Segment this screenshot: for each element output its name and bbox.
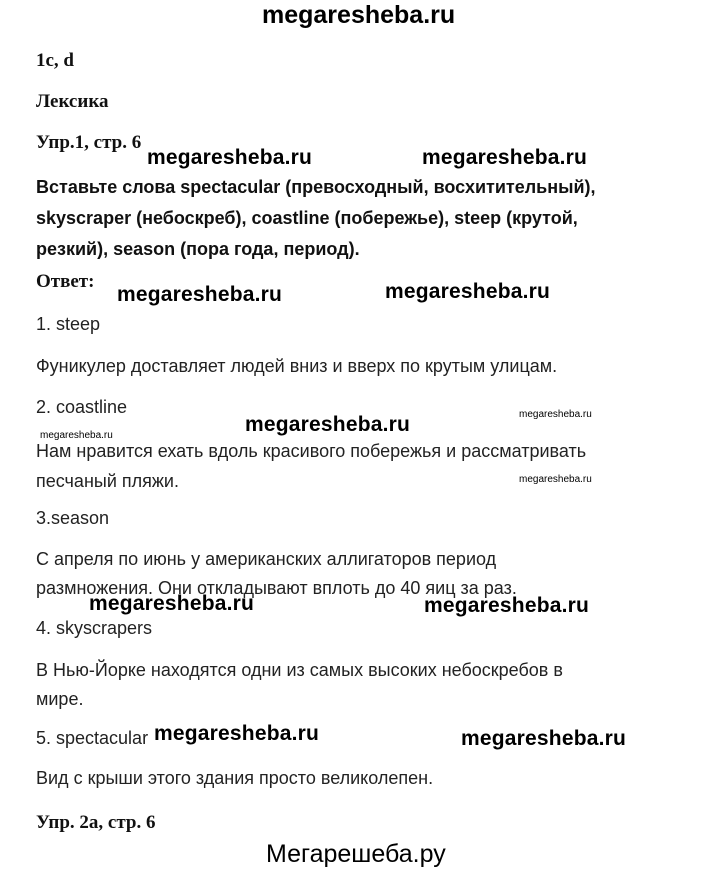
watermark: megaresheba.ru	[519, 474, 592, 485]
exercise-2-title: Упр. 2а, стр. 6	[36, 812, 156, 833]
topic-heading: Лексика	[36, 91, 109, 112]
watermark: megaresheba.ru	[519, 409, 592, 420]
answer-line: размножения. Они откладывают вплоть до 40 яиц за раз.	[36, 578, 517, 598]
answer-word: 2. coastline	[36, 397, 128, 417]
answer-word: 3.season	[36, 508, 110, 528]
answer-line: мире.	[36, 689, 84, 709]
watermark: megaresheba.ru	[461, 727, 627, 750]
watermark: megaresheba.ru	[385, 280, 551, 303]
site-header[interactable]: megaresheba.ru	[262, 1, 456, 29]
task-line: skyscraper (небоскреб), coastline (побережье), steep (крутой,	[36, 208, 578, 228]
watermark: megaresheba.ru	[154, 722, 320, 745]
watermark: megaresheba.ru	[40, 430, 113, 441]
watermark: megaresheba.ru	[117, 283, 283, 306]
answer-sentence	[36, 436, 626, 496]
task-line: Вставьте слова spectacular (превосходный, восхитительный),	[36, 177, 596, 197]
answer-sentence: Фуникулер доставляет людей вниз и вверх по крутым улицам.	[36, 356, 558, 376]
section-id: 1c, d	[36, 50, 74, 71]
task-line: резкий), season (пора года, период).	[36, 239, 360, 259]
answer-line: песчаный пляжи.	[36, 471, 179, 491]
answer-line: Нам нравится ехать вдоль красивого побережья и рассматривать	[36, 441, 587, 461]
answer-word: 1. steep	[36, 314, 101, 334]
watermark: megaresheba.ru	[422, 146, 588, 169]
exercise-1-title: Упр.1, стр. 6	[36, 132, 142, 153]
answer-sentence: Вид с крыши этого здания просто великолепен.	[36, 768, 434, 788]
answer-sentence	[36, 656, 626, 714]
watermark: megaresheba.ru	[89, 592, 255, 615]
answer-word: 4. skyscrapers	[36, 618, 153, 638]
site-footer[interactable]: Мегарешеба.ру	[266, 840, 446, 868]
exercise-1-task	[36, 172, 626, 265]
answer-word: 5. spectacular	[36, 728, 149, 748]
answer-line: В Нью-Йорке находятся одни из самых высоких небоскребов в	[36, 660, 563, 680]
watermark: megaresheba.ru	[245, 413, 411, 436]
watermark: megaresheba.ru	[424, 594, 590, 617]
answer-line: С апреля по июнь у американских аллигаторов период	[36, 549, 497, 569]
answer-label: Ответ:	[36, 271, 95, 292]
watermark: megaresheba.ru	[147, 146, 313, 169]
